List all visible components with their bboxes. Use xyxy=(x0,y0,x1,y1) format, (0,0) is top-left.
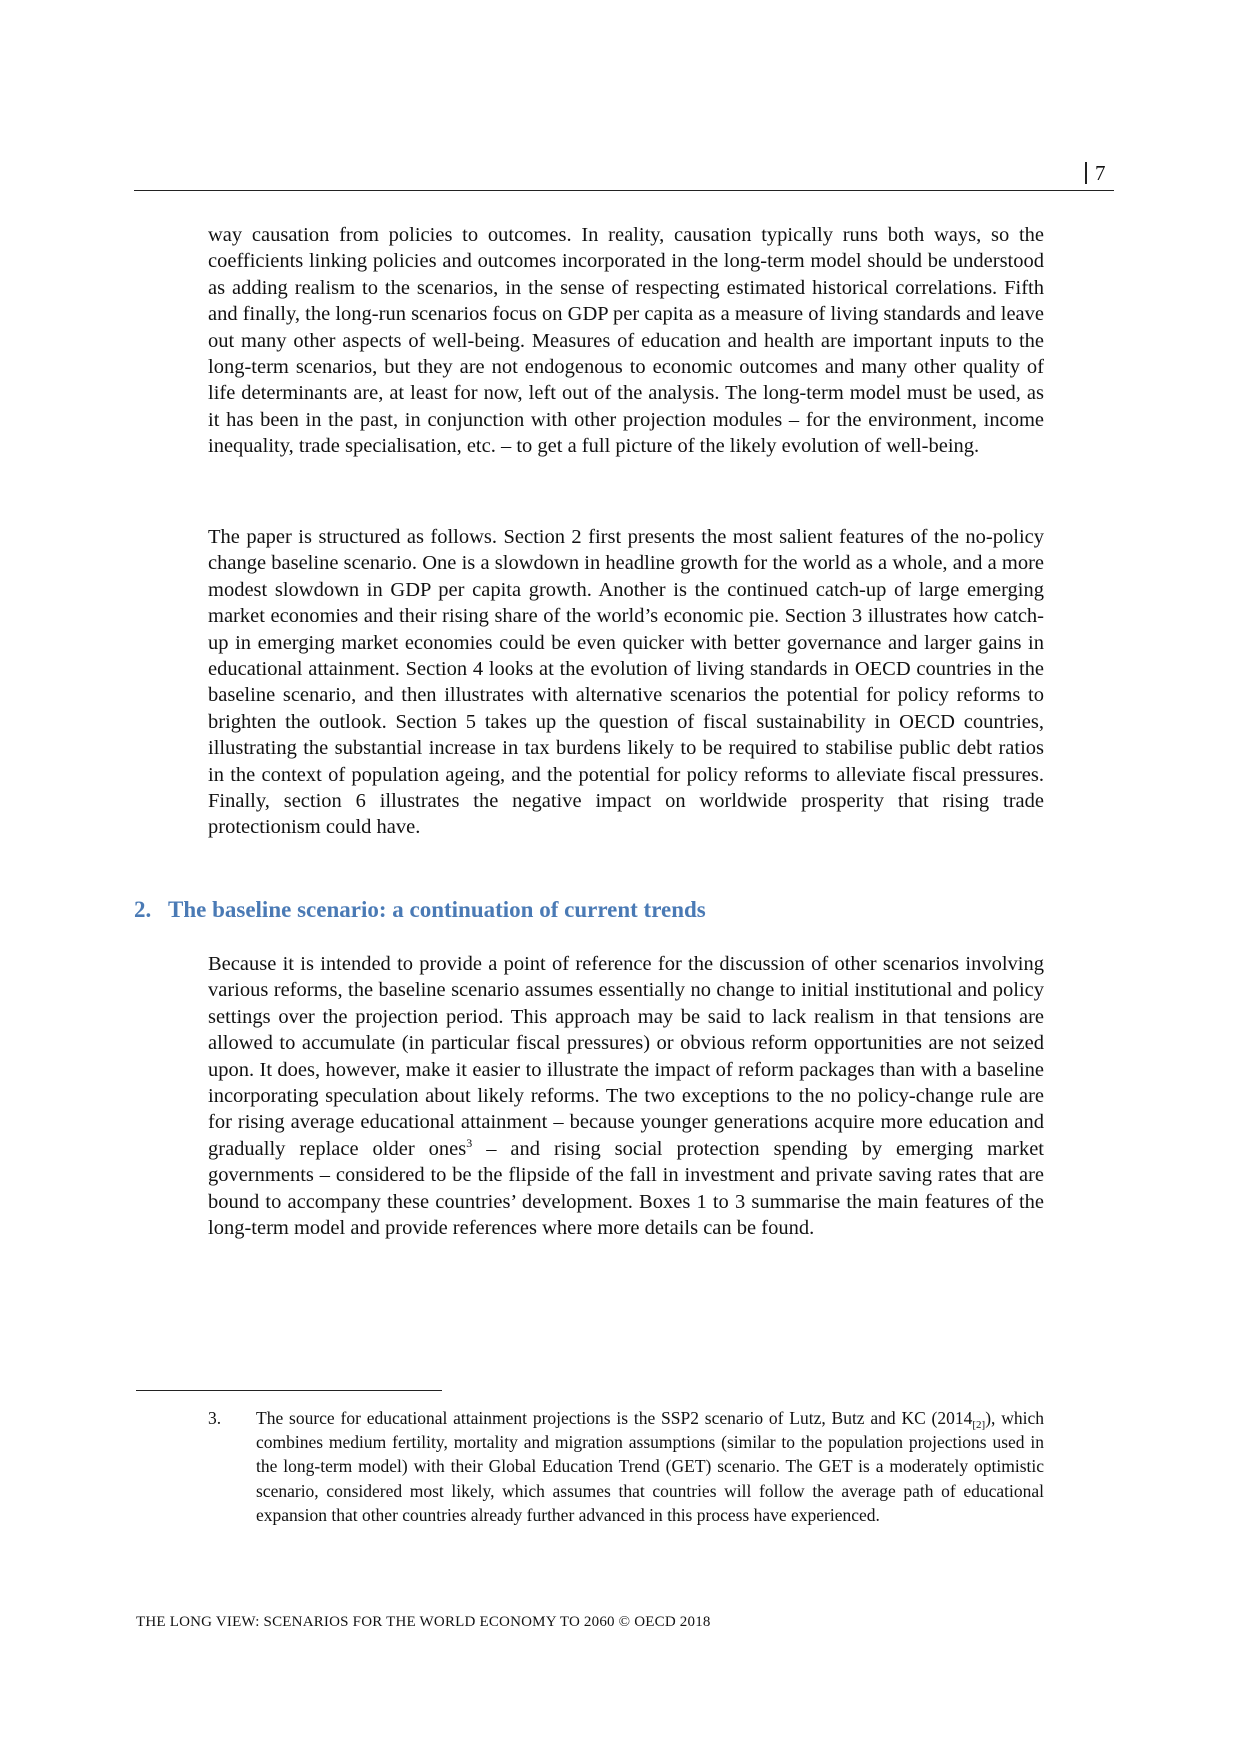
section-heading xyxy=(134,896,706,924)
page-number-divider xyxy=(1085,162,1087,184)
footnote-text xyxy=(256,1406,1044,1527)
paragraph-text: The paper is structured as follows. Section 2 first presents the most salient features of the no-policy change baseline scenario. One is a slowdown in headline growth for the world as a whole, and a more modest slowdown in GDP per capita growth. Another is the continued catch-up of large emerging market economies and their rising share of the world’s economic pie. Section 3 illustrates how catch-up in emerging market economies could be even quicker with better governance and larger gains in educational attainment. Section 4 looks at the evolution of living standards in OECD countries in the baseline scenario, and then illustrates with alternative scenarios the potential for policy reforms to brighten the outlook. Section 5 takes up the question of fiscal sustainability in OECD countries, illustrating the substantial increase in tax burdens likely to be required to stabilise public debt ratios in the context of population ageing, and the potential for policy reforms to alleviate fiscal pressures. Finally, section 6 illustrates the negative impact on worldwide prosperity that rising trade protectionism could have. xyxy=(208,526,1044,839)
header-rule xyxy=(134,190,1114,191)
footnote-reference[interactable]: 3 xyxy=(466,1135,473,1150)
footnote-separator xyxy=(136,1390,442,1391)
footnote-text-part: The source for educational attainment projections is the SSP2 scenario of Lutz, Butz and KC (2014 xyxy=(256,1408,973,1428)
paragraph-text-part: Because it is intended to provide a point of reference for the discussion of other scenarios involving various reforms, the baseline scenario assumes essentially no change to initial institutional and policy settings over the projection period. This approach may be said to lack realism in that tensions are allowed to accumulate (in particular fiscal pressures) or obvious reform opportunities are not seized upon. It does, however, make it easier to illustrate the impact of reform packages than with a baseline incorporating speculation about likely reforms. The two exceptions to the no policy-change rule are for rising average educational attainment – because younger generations acquire more education and gradually replace older ones xyxy=(208,953,1044,1160)
section-title: The baseline scenario: a continuation of current trends xyxy=(168,897,706,922)
footnote-number: 3. xyxy=(208,1408,222,1428)
footnote-citation[interactable]: [2] xyxy=(972,1419,986,1431)
paragraph-continuation xyxy=(208,222,1044,460)
page-footer: THE LONG VIEW: SCENARIOS FOR THE WORLD ECONOMY TO 2060 © OECD 2018 xyxy=(136,1614,711,1630)
paragraph-text xyxy=(208,951,1044,1241)
page-number xyxy=(1085,160,1106,186)
footnote-text-part: ), which combines medium fertility, mortality and migration assumptions (similar to the population projections used in the long-term model) with their Global Education Trend (GET) scenario. The GET is a moderately optimistic scenario, considered most likely, which assumes that countries will follow the average path of educational expansion that other countries already further advanced in this process have experienced. xyxy=(256,1408,1044,1525)
section-number: 2. xyxy=(134,897,152,922)
paragraph-text: way causation from policies to outcomes. In reality, causation typically runs both ways, so the coefficients linking policies and outcomes incorporated in the long-term model should be understood as adding realism to the scenarios, in the sense of respecting estimated historical correlations. Fifth and finally, the long-run scenarios focus on GDP per capita as a measure of living standards and leave out many other aspects of well-being. Measures of education and health are important inputs to the long-term scenarios, but they are not endogenous to economic outcomes and many other quality of life determinants are, at least for now, left out of the analysis. The long-term model must be used, as it has been in the past, in conjunction with other projection modules – for the environment, income inequality, trade specialisation, etc. – to get a full picture of the likely evolution of well-being. xyxy=(208,224,1044,458)
page-number-value: 7 xyxy=(1095,161,1106,185)
paragraph-text-part: – and rising social protection spending by emerging market governments – considered to be the flipside of the fall in investment and private saving rates that are bound to accompany these countries’ development. Boxes 1 to 3 summarise the main features of the long-term model and provide references where more details can be found. xyxy=(208,1137,1044,1240)
paragraph-structure xyxy=(208,524,1044,841)
paragraph-baseline xyxy=(208,951,1044,1241)
footnote xyxy=(208,1406,1044,1527)
